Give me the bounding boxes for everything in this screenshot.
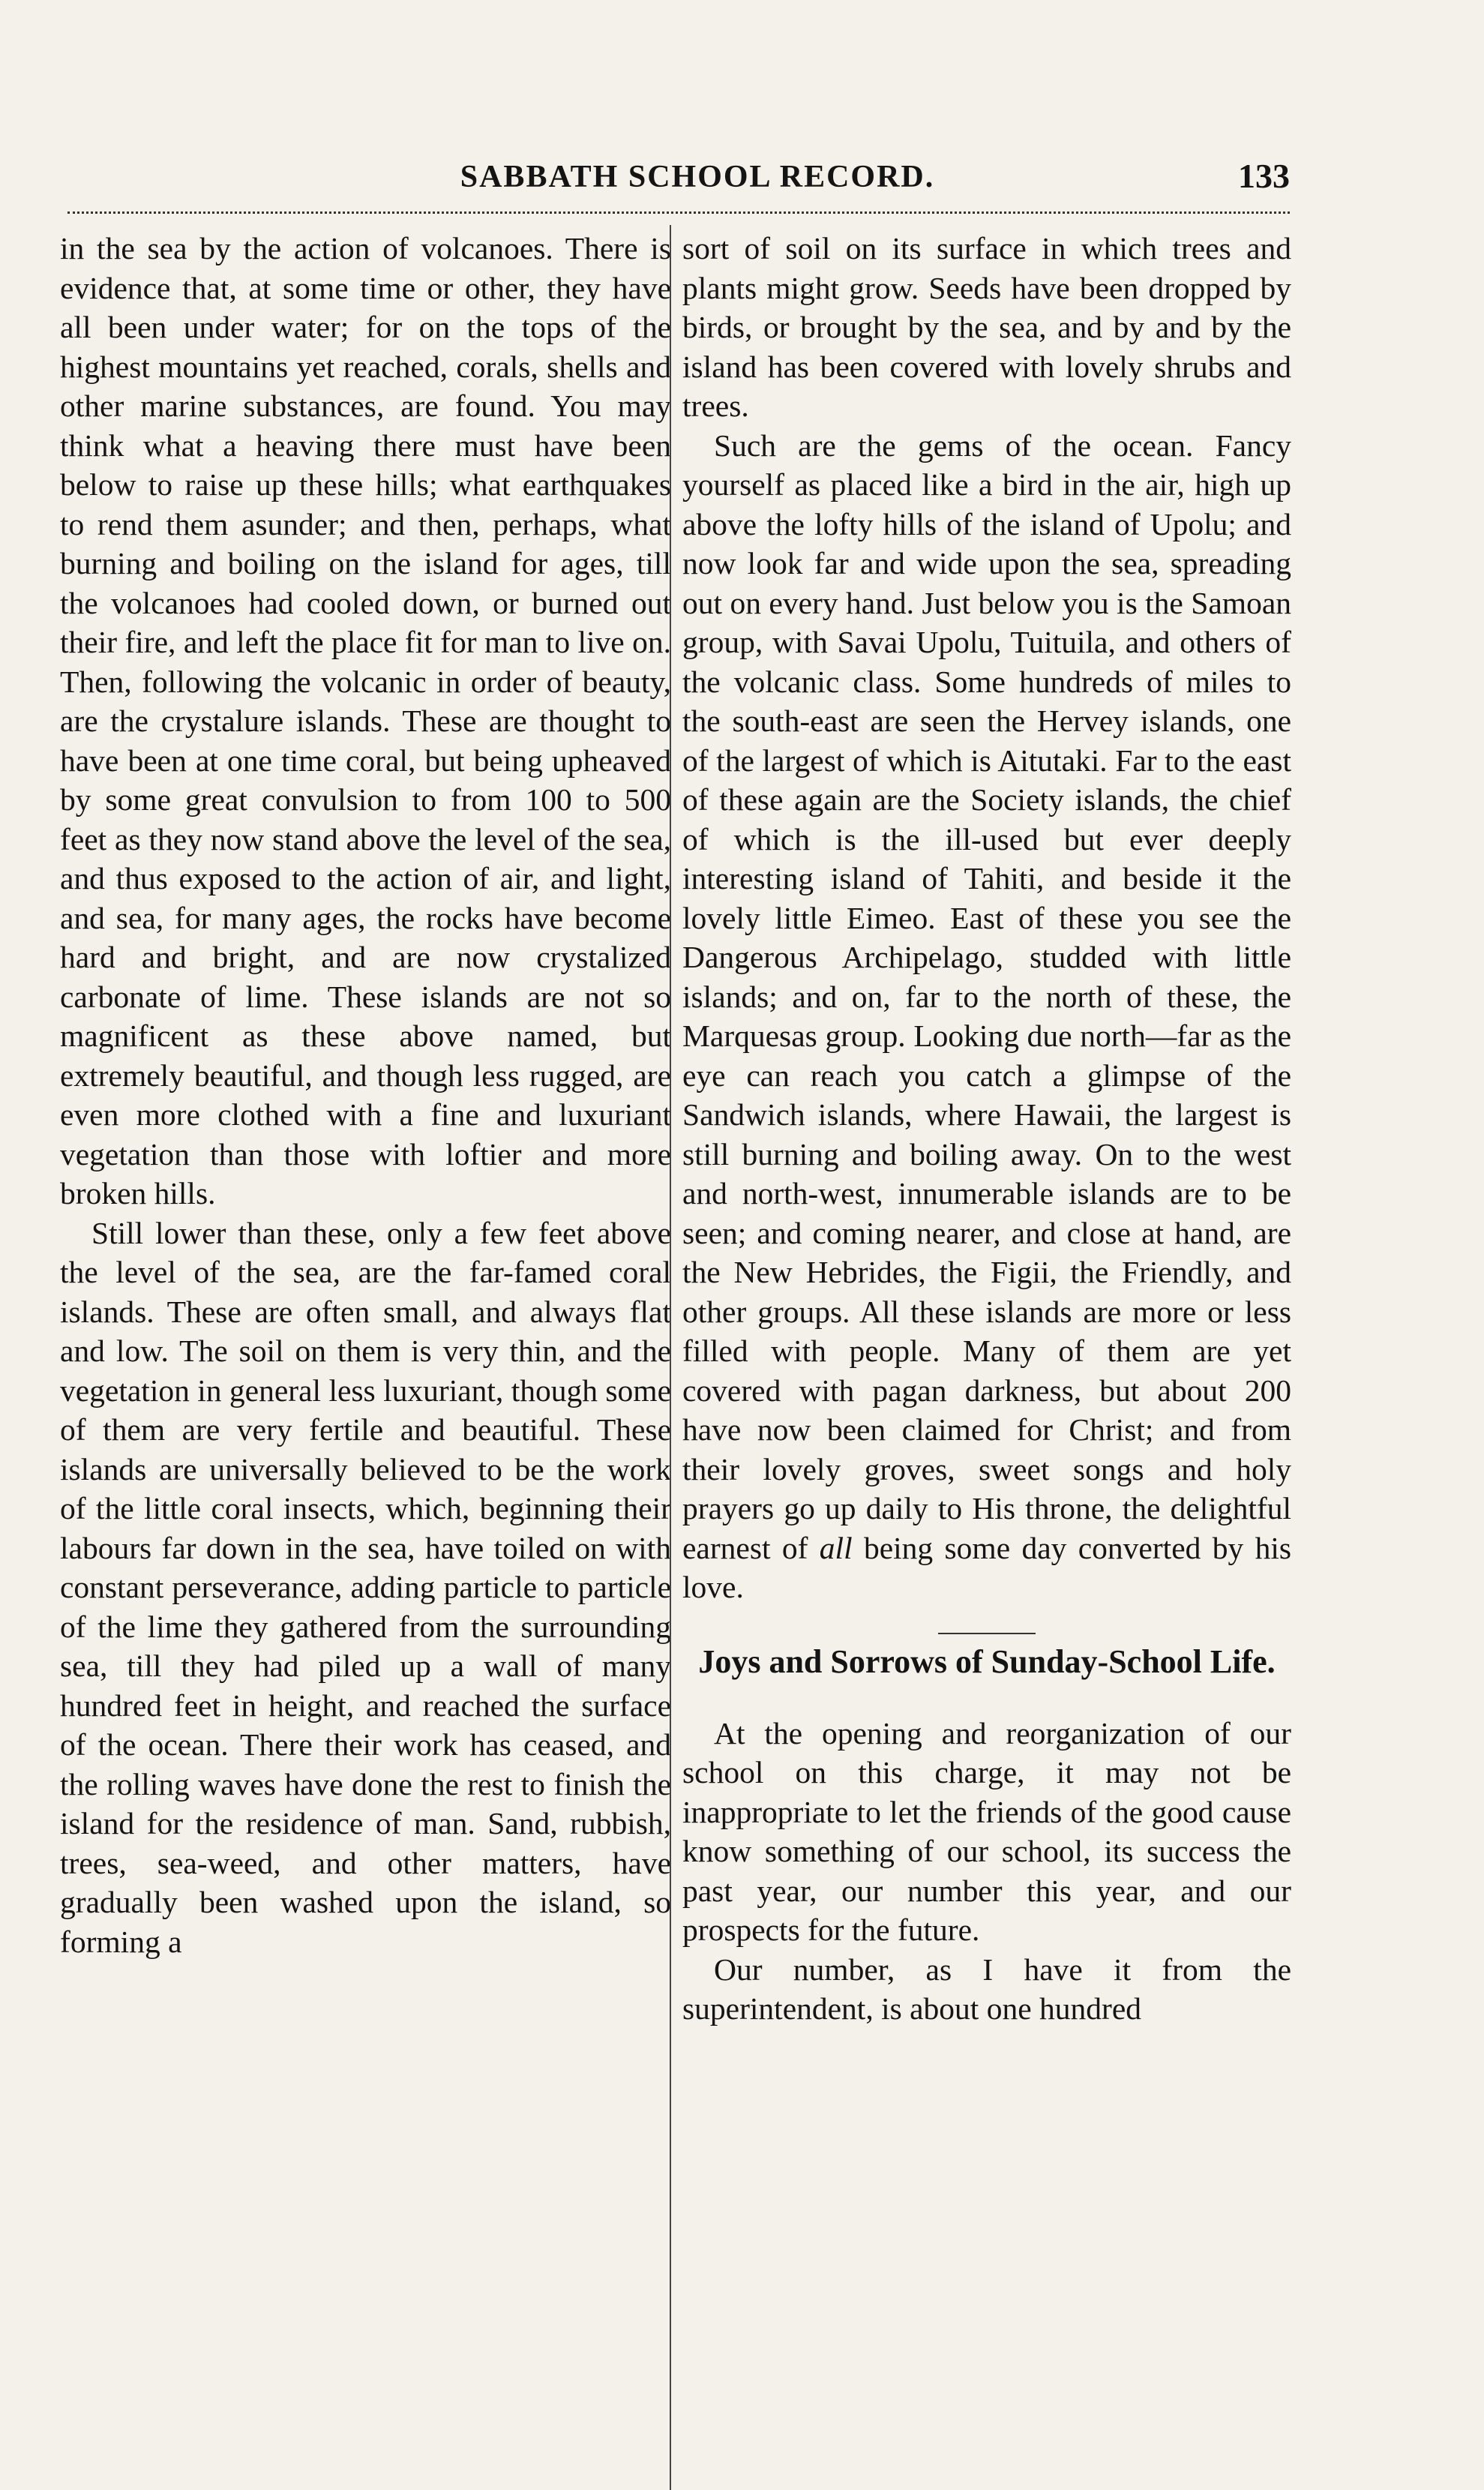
section-divider (938, 1633, 1036, 1634)
page-header (60, 159, 1290, 204)
page-number: 133 (1238, 157, 1290, 195)
right-paragraph-1: sort of soil on its surface in which trees and plants might grow. Seeds have been dropped by birds, or brought by the sea, and by and by the island has been covered with lovely shrubs and trees. (682, 231, 1291, 423)
column-divider (670, 225, 671, 2490)
right-paragraph-2 (682, 426, 1291, 1607)
left-paragraph-2: Still lower than these, only a few feet above the level of the sea, are the far-famed coral islands. These are often small, and always flat and low. The soil on them is very thin, and the vegetation in general less luxuriant, though some of them are very fertile and beautiful. These islands are universally believed to be the work of the little coral insects, which, beginning their labours far down in the sea, have toiled on with constant perseverance, adding particle to particle of the lime they gathered from the surrounding sea, till they had piled up a wall of many hundred feet in height, and reached the surface of the ocean. There their work has ceased, and the rolling waves have done the rest to finish the island for the residence of man. Sand, rubbish, trees, sea-weed, and other matters, have gradually been washed upon the island, so forming a (60, 1215, 671, 1959)
right-paragraph-4: Our number, as I have it from the superintendent, is about one hundred (682, 1952, 1291, 2026)
running-title: SABBATH SCHOOL RECORD. (460, 160, 935, 194)
right-paragraph-2-text: Such are the gems of the ocean. Fancy yourself as placed like a bird in the air, high up above the lofty hills of the island of Upolu; and now look far and wide upon the sea, spreading out on every hand. Just below you is the Samoan group, with Savai Upolu, Tuituila, and others of the volcanic class. Some hundreds of miles to the south-east are seen the Hervey islands, one of the largest of which is Aitutaki. Far to the east of these again are the Society islands, the chief of which is the ill-used but ever deeply interesting island of Tahiti, and beside it the lovely little Eimeo. East of these you see the Dangerous Archipelago, studded with little islands; and on, far to the north of these, the Marquesas group. Looking due north—far as the eye can reach you catch a glimpse of the Sandwich islands, where Hawaii, the largest is still burning and boiling away. On to the west and north-west, innumerable islands are to be seen; and coming nearer, and close at hand, are the New Hebrides, the Figii, the Friendly, and other groups. All these islands are more or less filled with people. Many of them are yet covered with pagan darkness, but about 200 have now been claimed for Christ; and from their lovely groves, sweet songs and holy prayers go up daily to His throne, the delightful earnest of (682, 428, 1291, 1565)
right-paragraph-3: At the opening and reorganization of our school on this charge, it may not be inappropriate to let the friends of the good cause know something of our school, its success the past year, our number this year, and our prospects for the future. (682, 1715, 1291, 1947)
right-paragraph-2-tail: being some day converted by his love. (682, 1530, 1291, 1604)
header-rule (67, 212, 1290, 214)
section-heading: Joys and Sorrows of Sunday-School Life. (698, 1642, 1276, 1680)
left-paragraph-1: in the sea by the action of volcanoes. There is evidence that, at some time or other, they have all been under water; for on the tops of the highest mountains yet reached, corals, shells and other marine substances, are found. You may think what a heaving there must have been below to raise up these hills; what earthquakes to rend them asunder; and then, perhaps, what burning and boiling on the island for ages, till the volcanoes had cooled down, or burned out their fire, and left the place fit for man to live on. Then, following the volcanic in order of beauty, are the crystalure islands. These are thought to have been at one time coral, but being upheaved by some great convulsion to from 100 to 500 feet as they now stand above the level of the sea, and thus exposed to the action of air, and light, and sea, for many ages, the rocks have become hard and bright, and are now crystalized carbonate of lime. These islands are not so magnificent as these above named, but extremely beautiful, and though less rugged, are even more clothed with a fine and luxuriant vegetation than those with loftier and more broken hills. (60, 231, 671, 1210)
emphasis-all: all (819, 1530, 853, 1565)
left-column (60, 229, 671, 1961)
right-column (682, 229, 1291, 2029)
